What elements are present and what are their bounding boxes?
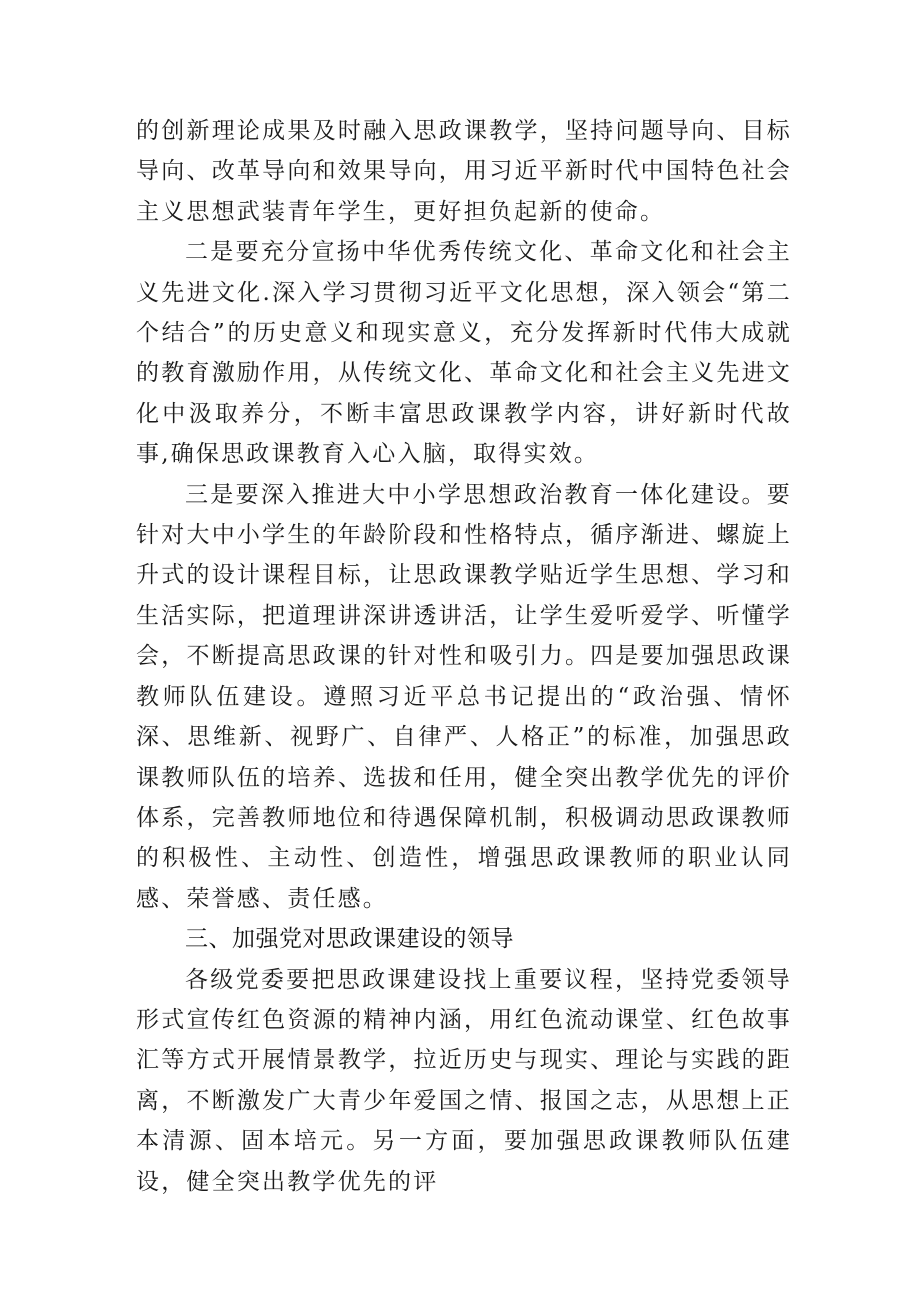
paragraph-continuation: 的创新理论成果及时融入思政课教学，坚持问题导向、目标导向、改革导向和效果导向，用习近平新时代中国特色社会主义思想武装青年学生，更好担负起新的使命。 — [136, 118, 792, 225]
paragraph-party-leadership: 各级党委要把思政课建设找上重要议程，坚持党委领导形式宣传红色资源的精神内涵，用红色流动课堂、红色故事汇等方式开展情景教学，拉近历史与现实、理论与实践的距离，不断激发广大青少年爱国之情、报国之志，从思想上正本清源、固本培元。另一方面，要加强思政课教师队伍建设，健全突出教学优先的评 — [136, 966, 792, 1195]
document-body — [136, 111, 792, 1202]
paragraph-integration: 三是要深入推进大中小学思想政治教育一体化建设。要针对大中小学生的年龄阶段和性格特点，循序渐进、螺旋上升式的设计课程目标，让思政课教学贴近学生思想、学习和生活实际，把道理讲深讲透讲活，让学生爱听爱学、听懂学会，不断提高思政课的针对性和吸引力。四是要加强思政课教师队伍建设。遵照习近平总书记提出的“政治强、情怀深、思维新、视野广、自律严、人格正”的标准，加强思政课教师队伍的培养、选拔和任用，健全突出教学优先的评价体系，完善教师地位和待遇保障机制，积极调动思政课教师的积极性、主动性、创造性，增强思政课教师的职业认同感、荣誉感、责任感。 — [136, 481, 792, 912]
paragraph-culture: 二是要充分宣扬中华优秀传统文化、革命文化和社会主义先进文化.深入学习贯彻习近平文化思想，深入领会“第二个结合”的历史意义和现实意义，充分发挥新时代伟大成就的教育激励作用，从传统文化、革命文化和社会主义先进文化中汲取养分，不断丰富思政课教学内容，讲好新时代故事,确保思政课教育入心入脑，取得实效。 — [136, 239, 792, 468]
section-heading: 三、加强党对思政课建设的领导 — [185, 926, 514, 953]
